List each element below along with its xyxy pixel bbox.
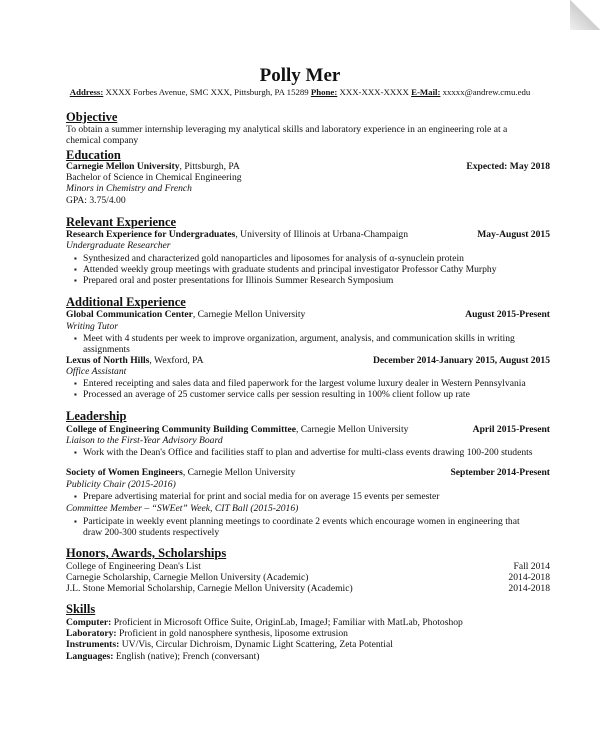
relevant-role: Undergraduate Researcher [66,240,171,251]
job1-role: Writing Tutor [66,321,118,332]
bullet-text: Entered receipting and sales data and filed paperwork for the largest volume luxury dealer in Western Pennsylvania [83,378,526,389]
bullet-text: Attended weekly group meetings with graduate students and principal investigator Professor Cathy Murphy [83,264,497,275]
honor-2-name: Carnegie Scholarship, Carnegie Mellon University (Academic) [66,572,309,583]
objective-line-2: chemical company [66,135,139,146]
email-label: E-Mail: [411,87,441,97]
address-value: XXXX Forbes Avenue, SMC XXX, Pittsburgh, PA 15289 [105,87,309,97]
education-degree: Bachelor of Science in Chemical Engineering [66,172,242,183]
lead2-title: Society of Women Engineers [66,467,183,478]
relevant-bullet-3 [74,275,393,286]
bullet-icon: ▪ [74,334,77,343]
leadership-heading: Leadership [66,409,127,423]
job2-bullet-1 [74,378,526,389]
job1-org: , Carnegie Mellon University [192,309,306,320]
relevant-heading: Relevant Experience [66,215,177,229]
job1-title: Global Communication Center [66,309,193,320]
address-label: Address: [69,87,104,97]
bullet-icon: ▪ [74,265,77,274]
skill-instruments [66,639,393,650]
lead1-title-line [66,424,408,435]
skill-computer [66,617,463,628]
honor-1-name: College of Engineering Dean's List [66,561,201,572]
bullet-text: Work with the Dean's Office and facilities staff to plan and advertise for multi-class events drawing 100-200 students [83,447,533,458]
lead2-bullet-2 [74,516,520,527]
job1-title-line [66,309,305,320]
lead1-role: Liaison to the First-Year Advisory Board [66,435,223,446]
bullet-text: Synthesized and characterized gold nanoparticles and liposomes for analysis of α-synuclein protein [83,253,464,264]
page-corner-fold [570,0,600,30]
bullet-icon: ▪ [74,517,77,526]
job1-bullet-1 [74,333,515,344]
lead1-date: April 2015-Present [472,424,550,435]
skill-label: Computer: [66,617,112,628]
bullet-icon: ▪ [74,379,77,388]
job2-date: December 2014-January 2015, August 2015 [372,355,550,366]
skill-laboratory [66,628,348,639]
bullet-text: Prepare advertising material for print and social media for on average 15 events per semester [83,491,440,502]
relevant-title: Research Experience for Undergraduates [66,229,236,240]
honor-3-name: J.L. Stone Memorial Scholarship, Carnegie Mellon University (Academic) [66,583,353,594]
objective-heading: Objective [66,110,118,124]
relevant-bullet-2 [74,264,497,275]
lead2-bullet-2-cont: draw 200-300 students respectively [83,527,220,538]
lead2-bullet-1 [74,491,439,502]
education-expected: Expected: May 2018 [466,161,550,172]
education-school: Carnegie Mellon University [66,161,180,172]
skills-heading: Skills [66,602,96,616]
honor-2-date: 2014-2018 [508,572,550,583]
bullet-text: Prepared oral and poster presentations for Illinois Summer Research Symposium [83,275,394,286]
email-value: xxxxx@andrew.cmu.edu [442,87,531,97]
job2-bullet-2 [74,389,470,400]
bullet-text: Meet with 4 students per week to improve organization, argument, analysis, and communication skills in writing [83,333,515,344]
education-school-line [66,161,240,172]
job2-title-line [66,355,204,366]
education-heading: Education [66,148,121,162]
skill-label: Laboratory: [66,628,117,639]
lead2-title-line [66,467,295,478]
honor-3-date: 2014-2018 [508,583,550,594]
relevant-org: , University of Illinois at Urbana-Champaign [235,229,409,240]
relevant-date: May-August 2015 [477,229,550,240]
lead2-org: , Carnegie Mellon University [182,467,296,478]
lead2-role-2: Committee Member – “SWEet” Week, CIT Ball (2015-2016) [66,503,299,514]
skill-label: Languages: [66,651,114,662]
resume-name: Polly Mer [259,65,341,86]
lead1-title: College of Engineering Community Building Committee [66,424,296,435]
skill-value: Proficient in gold nanosphere synthesis, liposome extrusion [116,628,348,639]
bullet-text: Participate in weekly event planning meetings to coordinate 2 events which encourage women in engineering that [83,516,520,527]
education-location: , Pittsburgh, PA [179,161,240,172]
job1-date: August 2015-Present [465,309,550,320]
honors-heading: Honors, Awards, Scholarships [66,546,227,560]
bullet-icon: ▪ [74,492,77,501]
skill-value: Proficient in Microsoft Office Suite, OriginLab, ImageJ; Familiar with MatLab, Photoshop [111,617,463,628]
lead2-role-1: Publicity Chair (2015-2016) [66,479,176,490]
skill-value: English (native); French (conversant) [113,651,260,662]
contact-line [0,87,600,97]
relevant-bullet-1 [74,253,464,264]
skill-languages [66,651,259,662]
skill-label: Instruments: [66,639,120,650]
honor-1-date: Fall 2014 [513,561,550,572]
relevant-title-line [66,229,408,240]
job2-org: , Wexford, PA [149,355,204,366]
lead2-date: September 2014-Present [450,467,550,478]
lead1-org: , Carnegie Mellon University [295,424,409,435]
education-minors: Minors in Chemistry and French [66,183,192,194]
job2-role: Office Assistant [66,366,127,377]
phone-value: XXX-XXX-XXXX [339,87,409,97]
bullet-icon: ▪ [74,448,77,457]
bullet-icon: ▪ [74,276,77,285]
education-gpa: GPA: 3.75/4.00 [66,195,126,206]
lead1-bullet-1 [74,447,533,458]
objective-line-1: To obtain a summer internship leveraging my analytical skills and laboratory experience in an engineering role at a [66,124,508,135]
phone-label: Phone: [310,87,338,97]
bullet-icon: ▪ [74,254,77,263]
skill-value: UV/Vis, Circular Dichroism, Dynamic Light Scattering, Zeta Potential [119,639,393,650]
job1-bullet-1-cont: assignments [83,344,130,355]
bullet-icon: ▪ [74,390,77,399]
job2-title: Lexus of North Hills [66,355,150,366]
additional-heading: Additional Experience [66,295,186,309]
bullet-text: Processed an average of 25 customer service calls per session resulting in 100% client follow up rate [83,389,470,400]
